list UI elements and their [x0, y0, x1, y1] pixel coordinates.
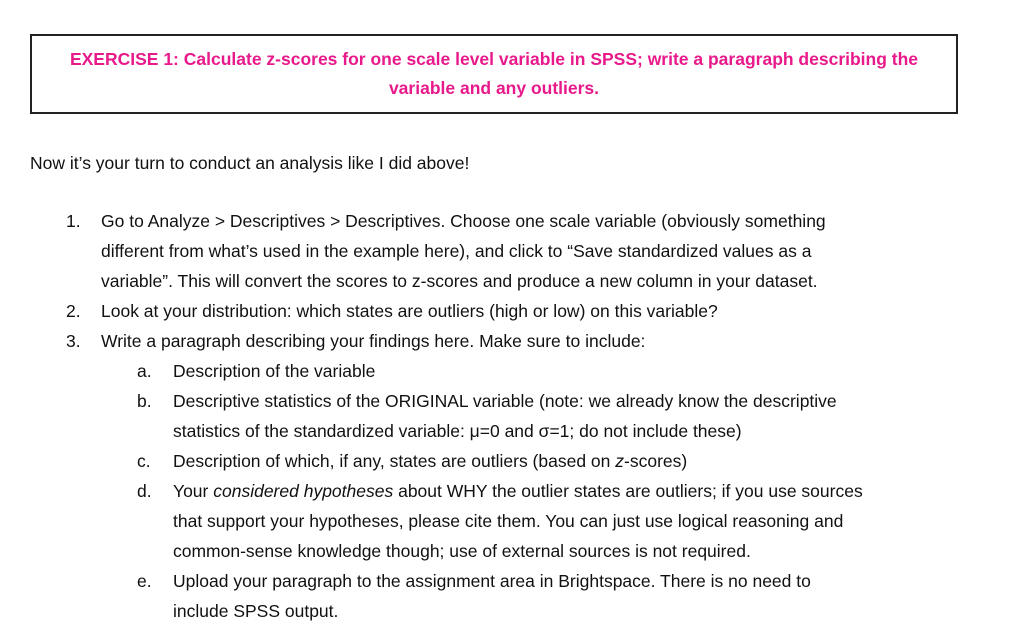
subitem-text-italic: considered hypotheses — [213, 481, 394, 501]
exercise-box — [30, 34, 958, 114]
subitem-d-line-2 — [0, 506, 1024, 536]
step-1-line-3 — [0, 266, 1024, 296]
subitem-d-line-3 — [0, 536, 1024, 566]
step-number: 3. — [66, 331, 81, 351]
subitem-text-italic: z — [615, 451, 625, 471]
subitem-text: that support your hypotheses, please cite them. You can just use logical reasoning and — [173, 511, 844, 531]
subitem-letter: d. — [137, 481, 152, 501]
step-number: 2. — [66, 301, 81, 321]
step-text: Look at your distribution: which states are outliers (high or low) on this variable? — [101, 301, 718, 321]
subitem-text: Descriptive statistics of the ORIGINAL variable (note: we already know the descriptive — [173, 391, 837, 411]
instruction-list — [0, 206, 1024, 626]
subitem-letter: e. — [137, 571, 152, 591]
subitem-text — [173, 476, 863, 506]
step-text: Go to Analyze > Descriptives > Descriptives. Choose one scale variable (obviously something — [101, 211, 826, 231]
subitem-text-part: about WHY the outlier states are outliers; if you use sources — [393, 481, 863, 501]
step-1 — [0, 206, 1024, 236]
subitem-b — [0, 386, 1024, 416]
step-3 — [0, 326, 1024, 356]
step-2 — [0, 296, 1024, 326]
subitem-letter: c. — [137, 451, 151, 471]
exercise-title-line-1: EXERCISE 1: Calculate z-scores for one scale level variable in SPSS; write a paragraph describing the — [69, 49, 919, 69]
subitem-letter: b. — [137, 391, 152, 411]
step-number: 1. — [66, 211, 81, 231]
step-text: variable”. This will convert the scores to z-scores and produce a new column in your dataset. — [101, 271, 818, 291]
subitem-text: statistics of the standardized variable: μ=0 and σ=1; do not include these) — [173, 421, 742, 441]
subitem-text-part: Your — [173, 481, 214, 501]
exercise-title-line-2: variable and any outliers. — [388, 78, 600, 98]
step-text: Write a paragraph describing your findings here. Make sure to include: — [101, 331, 646, 351]
subitem-text: common-sense knowledge though; use of external sources is not required. — [173, 541, 751, 561]
step-1-line-2 — [0, 236, 1024, 266]
subitem-letter: a. — [137, 361, 152, 381]
subitem-text-part: Description of which, if any, states are outliers (based on — [173, 451, 616, 471]
subitem-text: include SPSS output. — [173, 601, 339, 621]
subitem-text — [173, 446, 687, 476]
subitem-a — [0, 356, 1024, 386]
subitem-b-line-2 — [0, 416, 1024, 446]
subitem-text: Description of the variable — [173, 361, 376, 381]
subitem-d — [0, 476, 1024, 506]
subitem-e-line-2 — [0, 596, 1024, 626]
subitem-e — [0, 566, 1024, 596]
subitem-text: Upload your paragraph to the assignment area in Brightspace. There is no need to — [173, 571, 811, 591]
subitem-text-part: -scores) — [624, 451, 688, 471]
step-text: different from what’s used in the example here), and click to “Save standardized values as a — [101, 241, 812, 261]
intro-text: Now it’s your turn to conduct an analysis like I did above! — [30, 153, 470, 173]
subitem-c — [0, 446, 1024, 476]
